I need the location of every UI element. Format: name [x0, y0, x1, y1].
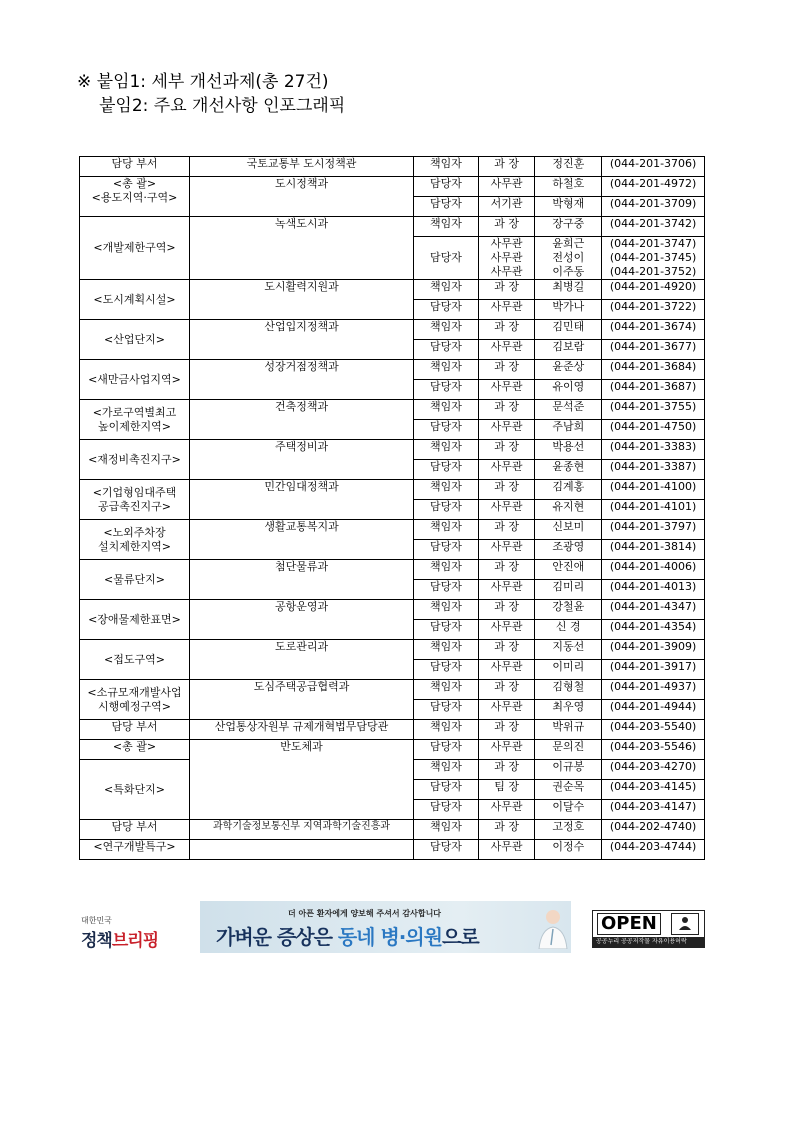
category-cell: <연구개발특구> [80, 840, 190, 860]
position-cell: 사무관 [478, 300, 535, 320]
table-row [80, 720, 705, 740]
role-cell: 담당자 [414, 340, 479, 360]
position-cell: 사무관 [478, 620, 535, 640]
table-row [80, 840, 705, 860]
position-cell: 과 장 [478, 480, 535, 500]
name-cell: 김미리 [535, 580, 602, 600]
role-cell: 담당자 [414, 580, 479, 600]
position-cell: 과 장 [478, 720, 535, 740]
category-cell: 담당 부서 [80, 157, 190, 177]
department-cell: 산업통상자원부 규제개혁법무담당관 [189, 720, 413, 740]
category-cell: <물류단지> [80, 560, 190, 600]
position-cell: 과 장 [478, 640, 535, 660]
phone-cell: (044-201-3709) [602, 197, 705, 217]
table-row [80, 480, 705, 500]
attribution-icon [671, 913, 699, 935]
role-cell: 책임자 [414, 440, 479, 460]
phone-cell: (044-201-3909) [602, 640, 705, 660]
role-cell: 책임자 [414, 360, 479, 380]
role-cell: 책임자 [414, 600, 479, 620]
role-cell: 책임자 [414, 820, 479, 840]
name-cell: 김형철 [535, 680, 602, 700]
table-row [80, 157, 705, 177]
category-cell: 담당 부서 [80, 720, 190, 740]
name-cell: 문의진 [535, 740, 602, 760]
phone-cell: (044-203-5540) [602, 720, 705, 740]
role-cell: 책임자 [414, 680, 479, 700]
category-cell: <도시계획시설> [80, 280, 190, 320]
position-cell: 과 장 [478, 680, 535, 700]
position-cell: 사무관 [478, 340, 535, 360]
role-cell: 담당자 [414, 840, 479, 860]
position-cell: 사무관 [478, 500, 535, 520]
phone-cell: (044-201-4013) [602, 580, 705, 600]
license-caption: 공공누리 공공저작물 자유이용허락 [593, 937, 704, 947]
position-cell: 과 장 [478, 360, 535, 380]
name-cell: 고정호 [535, 820, 602, 840]
name-cell: 유지현 [535, 500, 602, 520]
logo-wordmark: 정책브리핑 [81, 931, 159, 951]
phone-cell: (044-201-3687) [602, 380, 705, 400]
position-cell: 사무관 [478, 460, 535, 480]
name-cell: 이미리 [535, 660, 602, 680]
table-row [80, 400, 705, 420]
attachment-header [77, 70, 345, 118]
role-cell: 책임자 [414, 640, 479, 660]
phone-cell: (044-201-4920) [602, 280, 705, 300]
position-cell: 과 장 [478, 760, 535, 780]
role-cell: 책임자 [414, 520, 479, 540]
name-cell: 지동선 [535, 640, 602, 660]
role-cell: 책임자 [414, 320, 479, 340]
name-cell: 김민태 [535, 320, 602, 340]
phone-cell: (044-201-3677) [602, 340, 705, 360]
table-row [80, 360, 705, 380]
department-cell: 과학기술정보통신부 지역과학기술진흥과 [189, 820, 413, 840]
phone-cell: (044-201-4750) [602, 420, 705, 440]
role-cell: 담당자 [414, 420, 479, 440]
attachment-line-2: 붙임2: 주요 개선사항 인포그래픽 [99, 96, 346, 116]
position-cell: 사무관 [478, 840, 535, 860]
name-cell: 장구중 [535, 217, 602, 237]
name-cell: 신 경 [535, 620, 602, 640]
table-row [80, 640, 705, 660]
category-cell: <접도구역> [80, 640, 190, 680]
position-cell: 과 장 [478, 560, 535, 580]
attachment-line-1: ※ 붙임1: 세부 개선과제(총 27건) [77, 72, 329, 92]
phone-cell: (044-203-4145) [602, 780, 705, 800]
phone-cell: (044-201-3684) [602, 360, 705, 380]
table-row [80, 217, 705, 237]
phone-cell: (044-201-3917) [602, 660, 705, 680]
department-cell: 반도체과 [189, 740, 413, 820]
open-wordmark: OPEN [597, 913, 661, 935]
name-cell: 최병길 [535, 280, 602, 300]
position-cell: 사무관 [478, 800, 535, 820]
name-cell: 이달수 [535, 800, 602, 820]
role-cell: 담당자 [414, 300, 479, 320]
policy-briefing-logo[interactable] [81, 915, 158, 951]
phone-cell: (044-203-4147) [602, 800, 705, 820]
department-cell: 산업입지정책과 [189, 320, 413, 360]
department-cell: 건축정책과 [189, 400, 413, 440]
name-cell: 박가나 [535, 300, 602, 320]
role-cell: 책임자 [414, 480, 479, 500]
role-cell: 담당자 [414, 380, 479, 400]
department-cell: 국토교통부 도시정책관 [189, 157, 413, 177]
table-row [80, 520, 705, 540]
role-cell: 책임자 [414, 157, 479, 177]
role-cell: 책임자 [414, 217, 479, 237]
category-cell: <산업단지> [80, 320, 190, 360]
phone-cell: (044-201-4937) [602, 680, 705, 700]
name-cell: 윤희근 전성이 이주동 [535, 237, 602, 280]
position-cell: 사무관 [478, 177, 535, 197]
category-label: <총 괄> [112, 177, 157, 190]
role-cell: 담당자 [414, 197, 479, 217]
position-cell: 과 장 [478, 280, 535, 300]
role-cell: 담당자 [414, 460, 479, 480]
table-row [80, 600, 705, 620]
table-row [80, 320, 705, 340]
table-row [80, 820, 705, 840]
position-cell: 사무관 [478, 740, 535, 760]
table-row [80, 740, 705, 760]
name-cell: 유이영 [535, 380, 602, 400]
role-cell: 담당자 [414, 177, 479, 197]
phone-cell: (044-201-3383) [602, 440, 705, 460]
position-cell: 서기관 [478, 197, 535, 217]
role-cell: 담당자 [414, 780, 479, 800]
role-cell: 담당자 [414, 800, 479, 820]
name-cell: 주남희 [535, 420, 602, 440]
department-cell: 생활교통복지과 [189, 520, 413, 560]
category-label: <용도지역·구역> [91, 191, 178, 204]
name-cell: 정진훈 [535, 157, 602, 177]
name-cell: 이정수 [535, 840, 602, 860]
position-cell: 과 장 [478, 320, 535, 340]
table-row [80, 177, 705, 197]
table-row [80, 440, 705, 460]
position-cell: 과 장 [478, 820, 535, 840]
name-cell: 조광영 [535, 540, 602, 560]
campaign-banner[interactable] [200, 901, 571, 953]
position-cell: 팀 장 [478, 780, 535, 800]
phone-cell: (044-201-3814) [602, 540, 705, 560]
department-cell: 민간임대정책과 [189, 480, 413, 520]
position-cell: 사무관 [478, 420, 535, 440]
category-cell: <개발제한구역> [80, 217, 190, 280]
table-row [80, 680, 705, 700]
name-cell: 최우영 [535, 700, 602, 720]
category-cell: 담당 부서 [80, 820, 190, 840]
position-cell: 과 장 [478, 520, 535, 540]
doctor-illustration-icon [527, 905, 571, 949]
position-cell: 과 장 [478, 400, 535, 420]
name-cell: 안진애 [535, 560, 602, 580]
contact-table [79, 156, 705, 860]
phone-cell: (044-201-4354) [602, 620, 705, 640]
table-row [80, 280, 705, 300]
role-cell: 책임자 [414, 760, 479, 780]
name-cell: 강철윤 [535, 600, 602, 620]
department-cell: 공항운영과 [189, 600, 413, 640]
name-cell: 윤준상 [535, 360, 602, 380]
name-cell: 김계홍 [535, 480, 602, 500]
role-cell: 담당자 [414, 740, 479, 760]
position-cell: 사무관 [478, 660, 535, 680]
category-cell [80, 177, 190, 217]
department-cell: 주택정비과 [189, 440, 413, 480]
department-cell: 첨단물류과 [189, 560, 413, 600]
phone-cell: (044-201-4101) [602, 500, 705, 520]
kogl-open-license-badge[interactable] [592, 910, 705, 948]
phone-cell: (044-203-5546) [602, 740, 705, 760]
name-cell: 문석준 [535, 400, 602, 420]
name-cell: 신보미 [535, 520, 602, 540]
category-cell: <장애물제한표면> [80, 600, 190, 640]
position-cell: 과 장 [478, 217, 535, 237]
phone-cell: (044-201-4006) [602, 560, 705, 580]
name-cell: 박용선 [535, 440, 602, 460]
table-row [80, 560, 705, 580]
phone-cell: (044-201-4972) [602, 177, 705, 197]
category-cell: <새만금사업지역> [80, 360, 190, 400]
position-cell: 과 장 [478, 157, 535, 177]
role-cell: 담당자 [414, 700, 479, 720]
category-cell: <특화단지> [80, 760, 190, 820]
name-cell: 박형재 [535, 197, 602, 217]
role-cell: 담당자 [414, 237, 479, 280]
role-cell: 담당자 [414, 660, 479, 680]
category-cell: <총 괄> [80, 740, 190, 760]
position-cell: 과 장 [478, 600, 535, 620]
phone-cell: (044-203-4270) [602, 760, 705, 780]
phone-cell: (044-201-3755) [602, 400, 705, 420]
phone-cell: (044-202-4740) [602, 820, 705, 840]
phone-cell: (044-201-3387) [602, 460, 705, 480]
category-cell: <가로구역별최고 높이제한지역> [80, 400, 190, 440]
logo-caption: 대한민국 [81, 916, 112, 925]
name-cell: 하철호 [535, 177, 602, 197]
category-cell: <재정비촉진지구> [80, 440, 190, 480]
phone-cell: (044-201-3674) [602, 320, 705, 340]
name-cell: 이규봉 [535, 760, 602, 780]
name-cell: 김보람 [535, 340, 602, 360]
position-cell: 사무관 [478, 700, 535, 720]
role-cell: 담당자 [414, 620, 479, 640]
department-cell: 성장거점정책과 [189, 360, 413, 400]
department-cell [189, 840, 413, 860]
phone-cell: (044-201-4100) [602, 480, 705, 500]
banner-subtitle: 더 아픈 환자에게 양보해 주셔서 감사합니다 [288, 909, 442, 918]
role-cell: 담당자 [414, 500, 479, 520]
category-cell: <소규모재개발사업 시행예정구역> [80, 680, 190, 720]
position-cell: 사무관 [478, 380, 535, 400]
phone-cell: (044-201-3706) [602, 157, 705, 177]
name-cell: 박위규 [535, 720, 602, 740]
position-cell: 사무관 사무관 사무관 [478, 237, 535, 280]
position-cell: 사무관 [478, 540, 535, 560]
role-cell: 책임자 [414, 400, 479, 420]
category-cell: <기업형임대주택 공급촉진지구> [80, 480, 190, 520]
department-cell: 도시활력지원과 [189, 280, 413, 320]
phone-cell: (044-203-4744) [602, 840, 705, 860]
phone-cell: (044-201-3797) [602, 520, 705, 540]
department-cell: 도심주택공급협력과 [189, 680, 413, 720]
role-cell: 담당자 [414, 540, 479, 560]
role-cell: 책임자 [414, 560, 479, 580]
department-cell: 도시정책과 [189, 177, 413, 217]
phone-cell: (044-201-3742) [602, 217, 705, 237]
role-cell: 책임자 [414, 280, 479, 300]
position-cell: 사무관 [478, 580, 535, 600]
phone-cell: (044-201-3722) [602, 300, 705, 320]
footer-banners [79, 901, 705, 953]
name-cell: 권순목 [535, 780, 602, 800]
banner-headline: 가벼운 증상은 동네 병·의원으로 [216, 925, 479, 949]
role-cell: 책임자 [414, 720, 479, 740]
department-cell: 도로관리과 [189, 640, 413, 680]
phone-cell: (044-201-3747) (044-201-3745) (044-201-3752) [602, 237, 705, 280]
category-cell: <노외주차장 설치제한지역> [80, 520, 190, 560]
name-cell: 윤종현 [535, 460, 602, 480]
phone-cell: (044-201-4347) [602, 600, 705, 620]
position-cell: 과 장 [478, 440, 535, 460]
department-cell: 녹색도시과 [189, 217, 413, 280]
phone-cell: (044-201-4944) [602, 700, 705, 720]
